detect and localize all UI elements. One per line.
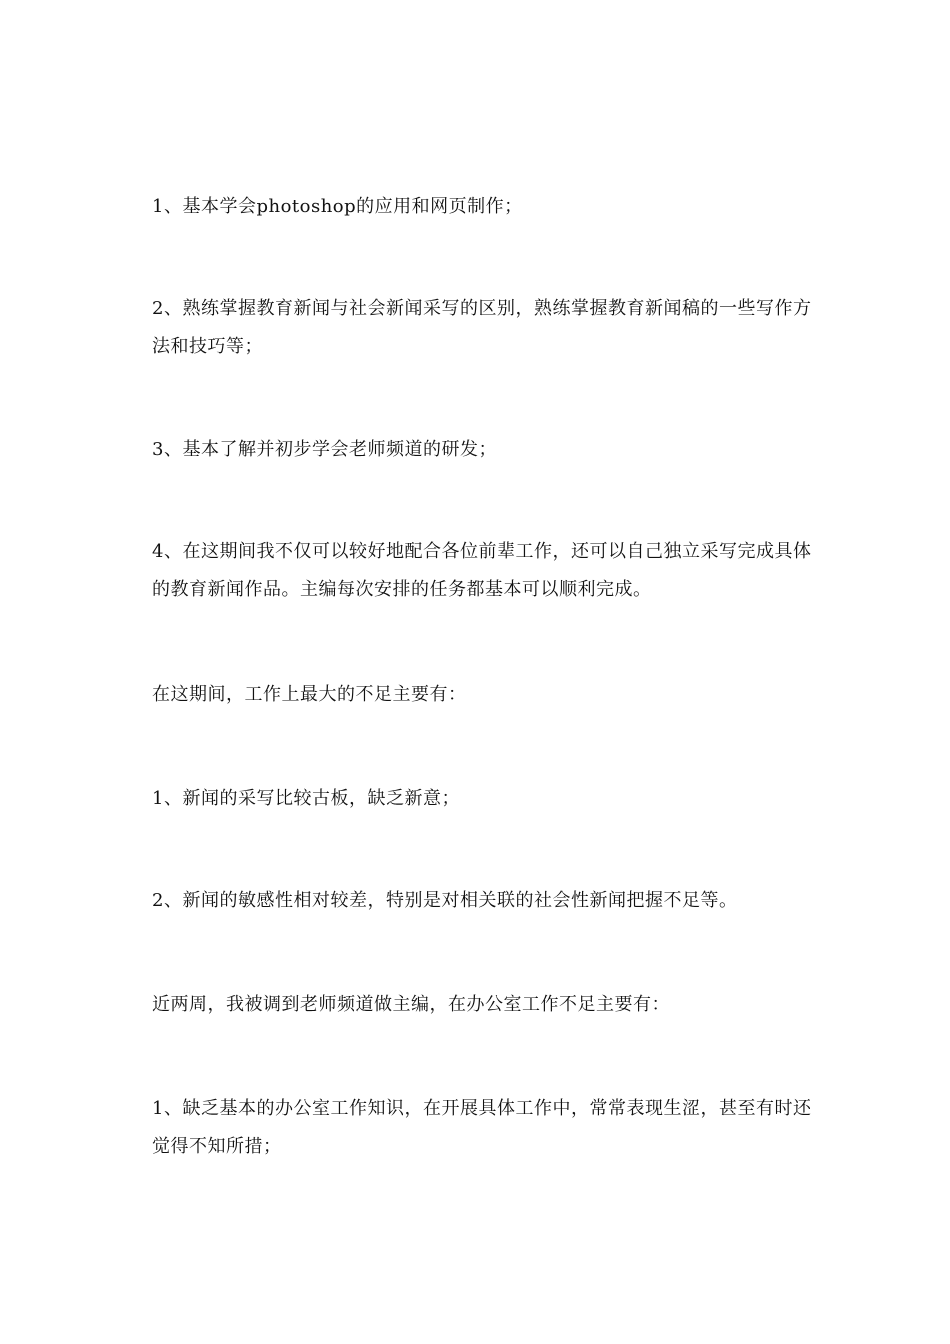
paragraph-6: 1、新闻的采写比较古板，缺乏新意； bbox=[152, 788, 460, 809]
paragraph-8: 近两周，我被调到老师频道做主编，在办公室工作不足主要有： bbox=[152, 994, 670, 1015]
paragraph-9: 1、缺乏基本的办公室工作知识，在开展具体工作中，常常表现生涩，甚至有时还觉得不知所措； bbox=[152, 1098, 812, 1157]
paragraph-3: 3、基本了解并初步学会老师频道的研发； bbox=[152, 439, 497, 460]
paragraph-4: 4、在这期间我不仅可以较好地配合各位前辈工作，还可以自己独立采写完成具体的教育新闻作品。主编每次安排的任务都基本可以顺利完成。 bbox=[152, 541, 812, 600]
paragraph-2: 2、熟练掌握教育新闻与社会新闻采写的区别，熟练掌握教育新闻稿的一些写作方法和技巧等； bbox=[152, 298, 812, 357]
paragraph-5: 在这期间，工作上最大的不足主要有： bbox=[152, 684, 467, 705]
paragraph-7: 2、新闻的敏感性相对较差，特别是对相关联的社会性新闻把握不足等。 bbox=[152, 890, 738, 911]
paragraph-1: 1、基本学会photoshop的应用和网页制作； bbox=[152, 196, 523, 217]
